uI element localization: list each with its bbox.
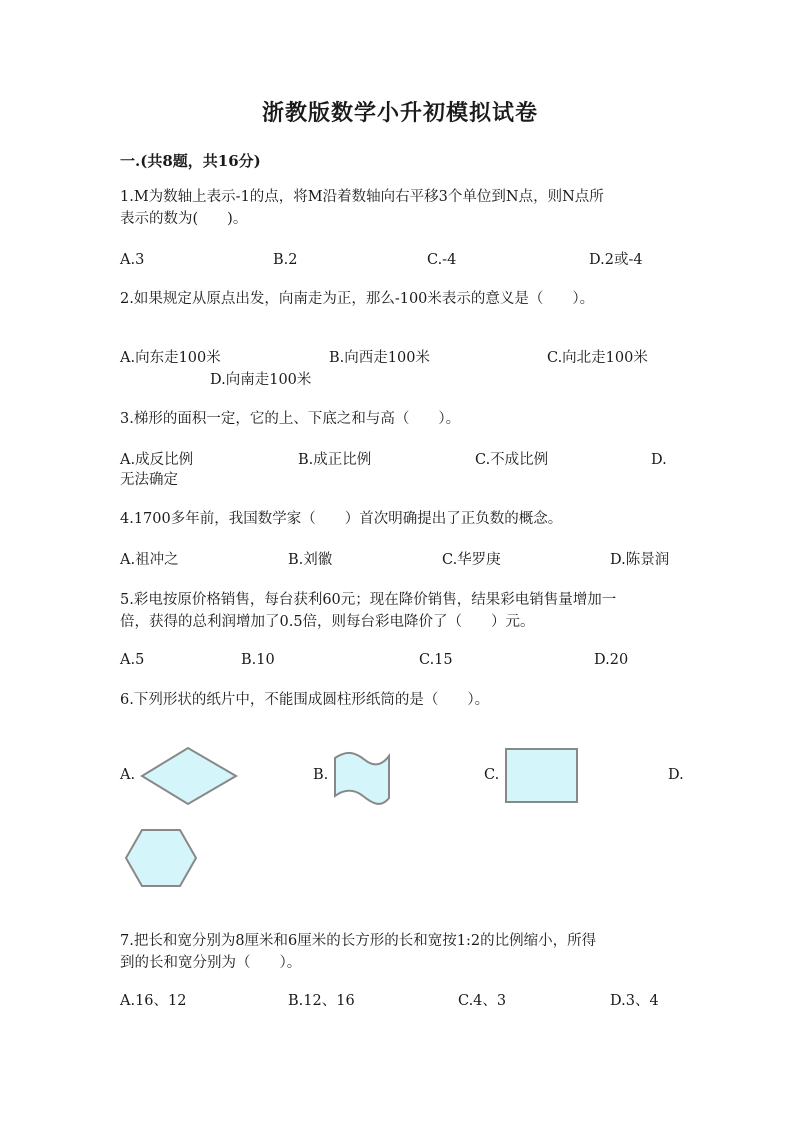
q5-option-d[interactable]: D.20 xyxy=(594,652,629,668)
q1-option-a[interactable]: A.3 xyxy=(120,252,145,268)
question-1 xyxy=(120,186,680,230)
q2-option-d[interactable]: D.向南走100米 xyxy=(210,372,312,388)
q6-option-a[interactable]: A. xyxy=(120,767,136,783)
q7-option-c[interactable]: C.4、3 xyxy=(458,993,507,1009)
question-1-line2: 表示的数为( )。 xyxy=(120,211,248,227)
q7-option-b[interactable]: B.12、16 xyxy=(288,993,355,1009)
rhombus-icon[interactable] xyxy=(140,744,240,808)
question-5 xyxy=(120,589,680,633)
question-3-line1: 3.梯形的面积一定，它的上、下底之和与高（ ）。 xyxy=(120,411,461,427)
page-title: 浙教版数学小升初模拟试卷 xyxy=(261,100,538,126)
question-6-line1: 6.下列形状的纸片中，不能围成圆柱形纸筒的是（ ）。 xyxy=(120,692,490,708)
rectangle-icon[interactable] xyxy=(505,748,579,804)
q2-option-a[interactable]: A.向东走100米 xyxy=(120,350,221,366)
q5-option-a[interactable]: A.5 xyxy=(120,652,145,668)
question-5-line1: 5.彩电按原价格销售，每台获利60元；现在降价销售，结果彩电销售量增加一 xyxy=(120,592,617,608)
q1-option-c[interactable]: C.-4 xyxy=(427,252,457,268)
q7-option-a[interactable]: A.16、12 xyxy=(120,993,187,1009)
question-1-line1: 1.M为数轴上表示-1的点，将M沿着数轴向右平移3个单位到N点，则N点所 xyxy=(120,189,604,205)
q6-option-d[interactable]: D. xyxy=(668,767,684,783)
question-6 xyxy=(120,689,680,711)
section-heading: 一.(共8题，共16分) xyxy=(120,152,261,170)
q3-option-a[interactable]: A.成反比例 xyxy=(120,452,194,468)
q1-option-d[interactable]: D.2或-4 xyxy=(589,252,643,268)
question-7 xyxy=(120,930,680,974)
wavy-sheet-icon[interactable] xyxy=(331,750,391,810)
q2-option-c[interactable]: C.向北走100米 xyxy=(547,350,648,366)
question-7-line1: 7.把长和宽分别为8厘米和6厘米的长方形的长和宽按1:2的比例缩小，所得 xyxy=(120,933,597,949)
q3-option-c[interactable]: C.不成比例 xyxy=(475,452,549,468)
q1-option-b[interactable]: B.2 xyxy=(273,252,298,268)
q5-option-b[interactable]: B.10 xyxy=(241,652,275,668)
q6-option-c[interactable]: C. xyxy=(484,767,500,783)
q4-option-a[interactable]: A.祖冲之 xyxy=(120,552,179,568)
question-4-line1: 4.1700多年前，我国数学家（ ）首次明确提出了正负数的概念。 xyxy=(120,511,563,527)
question-3 xyxy=(120,408,680,430)
q7-option-d[interactable]: D.3、4 xyxy=(610,993,659,1009)
q4-option-c[interactable]: C.华罗庚 xyxy=(442,552,501,568)
question-2-line1: 2.如果规定从原点出发，向南走为正，那么-100米表示的意义是（ ）。 xyxy=(120,291,595,307)
q5-option-c[interactable]: C.15 xyxy=(419,652,453,668)
q3-option-d-text[interactable]: 无法确定 xyxy=(120,472,178,488)
q4-option-d[interactable]: D.陈景润 xyxy=(610,552,670,568)
q6-option-b[interactable]: B. xyxy=(313,767,329,783)
q4-option-b[interactable]: B.刘徽 xyxy=(288,552,333,568)
hexagon-icon[interactable] xyxy=(124,828,198,888)
q2-option-b[interactable]: B.向西走100米 xyxy=(329,350,430,366)
question-2 xyxy=(120,288,680,310)
q3-option-d[interactable]: D. xyxy=(651,452,667,468)
question-7-line2: 到的长和宽分别为（ ）。 xyxy=(120,955,302,971)
question-5-line2: 倍，获得的总利润增加了0.5倍，则每台彩电降价了（ ）元。 xyxy=(120,614,535,630)
question-4 xyxy=(120,508,680,530)
q3-option-b[interactable]: B.成正比例 xyxy=(298,452,372,468)
